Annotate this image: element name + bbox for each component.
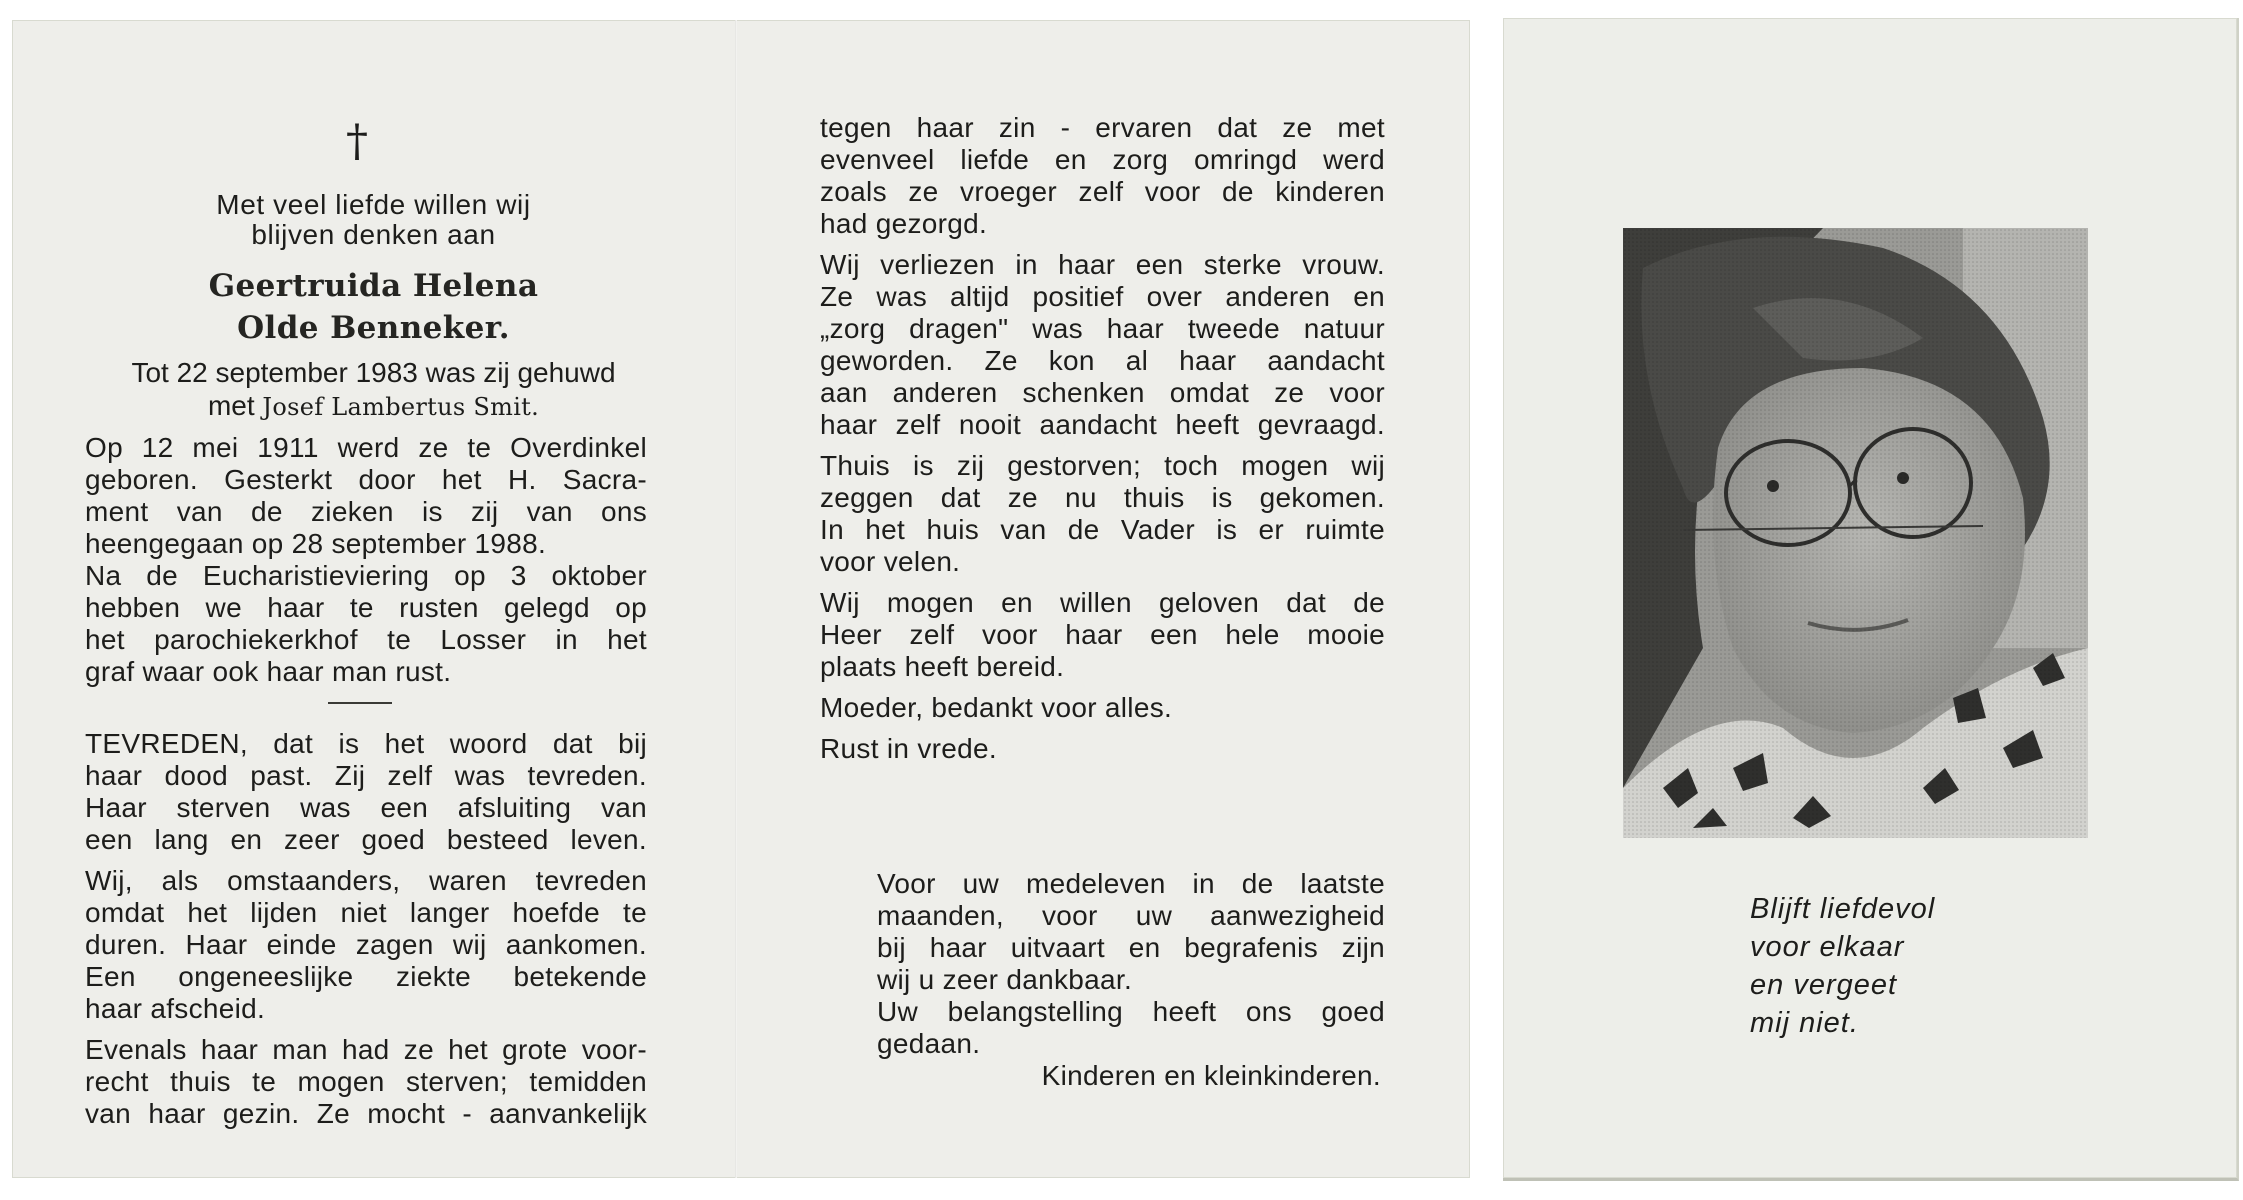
text-line: van haar gezin. Ze mocht - aanvankelijk xyxy=(85,1098,647,1129)
text-line: Een ongeneeslijke ziekte betekende xyxy=(85,961,647,992)
paragraph-sterke-vrouw xyxy=(820,249,1385,441)
paragraph-tevreden xyxy=(85,728,647,856)
text-line: graf waar ook haar man rust. xyxy=(85,656,452,687)
text-line: duren. Haar einde zagen wij aankomen. xyxy=(85,929,647,960)
text-line: zoals ze vroeger zelf voor de kinderen xyxy=(820,176,1385,207)
paragraph-evenals xyxy=(85,1034,647,1130)
text-line: In het huis van de Vader is er ruimte xyxy=(820,514,1385,545)
text-line: Haar sterven was een afsluiting van xyxy=(85,792,647,823)
text-line: Voor uw medeleven in de laatste xyxy=(877,868,1385,899)
name-line-family: Olde Benneker. xyxy=(237,310,510,346)
folded-memorial-card xyxy=(12,20,1470,1178)
text-line: een lang en zeer goed besteed leven. xyxy=(85,824,647,855)
name-line-given: Geertruida Helena xyxy=(208,268,539,304)
text-line: „zorg dragen" was haar tweede natuur xyxy=(820,313,1385,344)
section-divider xyxy=(328,702,392,704)
marriage-prefix: met xyxy=(207,390,255,421)
text-line: omdat het lijden niet langer hoefde te xyxy=(85,897,647,928)
paragraph-continued xyxy=(820,112,1385,240)
middle-panel xyxy=(737,20,1470,1178)
portrait-image xyxy=(1623,228,2088,838)
husband-name: Josef Lambertus Smit. xyxy=(262,393,540,421)
caption-line: mij niet. xyxy=(1750,1007,1859,1039)
text-line: aan anderen schenken omdat ze voor xyxy=(820,377,1385,408)
text-line: Na de Eucharistieviering op 3 oktober xyxy=(85,560,647,591)
text-line: Wij, als omstaanders, waren tevreden xyxy=(85,865,647,896)
text-line: Heer zelf voor haar een hele mooie xyxy=(820,619,1385,650)
text-line: haar afscheid. xyxy=(85,993,266,1024)
text-line: Uw belangstelling heeft ons goed xyxy=(877,996,1385,1027)
text-line: plaats heeft bereid. xyxy=(820,651,1065,682)
text-line: hebben we haar te rusten gelegd op xyxy=(85,592,647,623)
cross-icon: † xyxy=(346,116,368,167)
text-line: Wij verliezen in haar een sterke vrouw. xyxy=(820,249,1385,280)
paragraph-birth-death xyxy=(85,432,647,688)
text-line: evenveel liefde en zorg omringd werd xyxy=(820,144,1385,175)
text-line: zeggen dat ze nu thuis is gekomen. xyxy=(820,482,1385,513)
text-line: tegen haar zin - ervaren dat ze met xyxy=(820,112,1385,143)
text-line: Thuis is zij gestorven; toch mogen wij xyxy=(820,450,1385,481)
text-line: haar dood past. Zij zelf was tevreden. xyxy=(85,760,647,791)
text-line: Wij mogen en willen geloven dat de xyxy=(820,587,1385,618)
portrait-photo xyxy=(1623,228,2088,838)
marriage-line: Tot 22 september 1983 was zij gehuwd xyxy=(131,357,616,388)
left-panel xyxy=(12,20,735,1178)
reflection-text xyxy=(85,728,647,1139)
caption-line: voor elkaar xyxy=(1750,931,1905,963)
paragraph-geloven xyxy=(820,587,1385,683)
paragraph-thuis xyxy=(820,450,1385,578)
text-line: maanden, voor uw aanwezigheid xyxy=(877,900,1385,931)
intro-line: blijven denken aan xyxy=(251,219,496,250)
paragraph-omstaanders xyxy=(85,865,647,1025)
text-line: het parochiekerkhof te Losser in het xyxy=(85,624,647,655)
deceased-name xyxy=(12,265,735,349)
text-line: haar zelf nooit aandacht heeft gevraagd. xyxy=(820,409,1385,440)
family-signature: Kinderen en kleinkinderen. xyxy=(1041,1060,1381,1091)
caption-line: Blijft liefdevol xyxy=(1750,893,1936,925)
text-line: Moeder, bedankt voor alles. xyxy=(820,692,1173,723)
marriage-info xyxy=(12,356,735,424)
photo-caption xyxy=(1750,890,1935,1042)
husband-line xyxy=(12,389,735,424)
caption-line: en vergeet xyxy=(1750,969,1898,1001)
closing-rest-in-peace xyxy=(820,733,1385,765)
text-line: wij u zeer dankbaar. xyxy=(877,964,1133,995)
text-line: Evenals haar man had ze het grote voor- xyxy=(85,1034,647,1065)
text-line: Rust in vrede. xyxy=(820,733,997,764)
intro-line: Met veel liefde willen wij xyxy=(216,189,531,220)
text-line: had gezorgd. xyxy=(820,208,988,239)
acknowledgement-text xyxy=(877,868,1385,1092)
text-line: TEVREDEN, dat is het woord dat bij xyxy=(85,728,647,759)
intro-text xyxy=(12,190,735,250)
text-line: voor velen. xyxy=(820,546,961,577)
text-line: heengegaan op 28 september 1988. xyxy=(85,528,547,559)
text-line: gedaan. xyxy=(877,1028,981,1059)
text-line: bij haar uitvaart en begrafenis zijn xyxy=(877,932,1385,963)
text-line: geworden. Ze kon al haar aandacht xyxy=(820,345,1385,376)
text-line: recht thuis te mogen sterven; temidden xyxy=(85,1066,647,1097)
biography-text xyxy=(85,432,647,697)
tribute-text xyxy=(820,112,1385,774)
text-line: ment van de zieken is zij van ons xyxy=(85,496,647,527)
text-line: Op 12 mei 1911 werd ze te Overdinkel xyxy=(85,432,647,463)
text-line: geboren. Gesterkt door het H. Sacra- xyxy=(85,464,647,495)
closing-thanks-mother xyxy=(820,692,1385,724)
text-line: Ze was altijd positief over anderen en xyxy=(820,281,1385,312)
photo-card xyxy=(1503,18,2239,1181)
